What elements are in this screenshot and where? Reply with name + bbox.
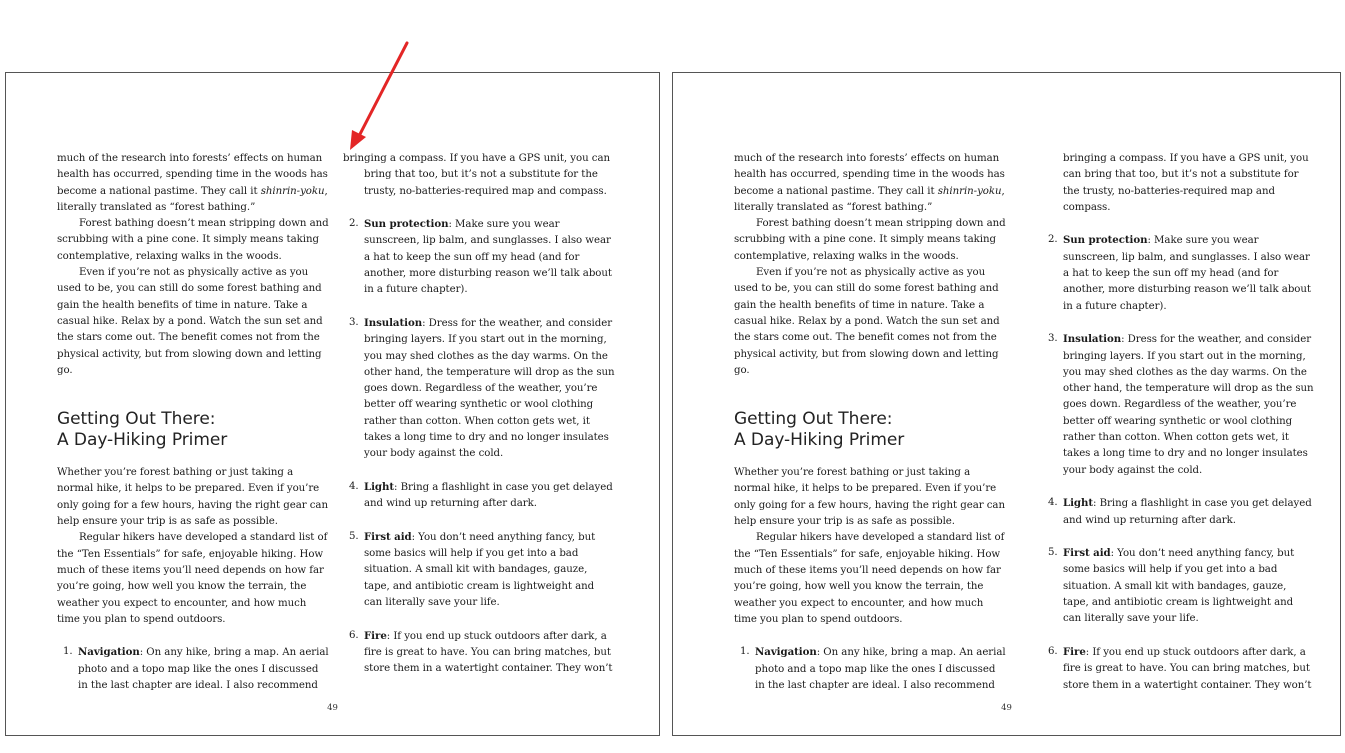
paragraph: Whether you’re forest bathing or just taking a normal hike, it helps to be prepared. Even if you’re only going for a few hours, having the right gear can help ensure your trip is as safe as possible. [57,467,328,528]
paragraph: Forest bathing doesn’t mean stripping down and scrubbing with a pine cone. It simply means taking contemplative, relaxing walks in the woods. [734,218,1006,262]
paragraph: Regular hikers have developed a standard list of the “Ten Essentials” for safe, enjoyable hiking. How much of these items you’ll need depends on how far you’re going, how well you know the terrain, the weather you expect to encounter, and how much time you plan to spend outdoors. [57,532,328,625]
list-item: 5. First aid: You don’t need anything fancy, but some basics will help if you get into a bad situation. A small kit with bandages, gauze, tape, and antibiotic cream is lightweight and can literally save your life. [349,530,596,609]
paragraph: much of the research into forests’ effects on human health has occurred, spending time in the woods has become a national pastime. They call it shinrin-yoku, literally translated as “forest bathing.” [57,153,328,213]
essentials-list [734,644,1006,694]
paragraph: bringing a compass. If you have a GPS unit, you can bring that too, but it’s not a substitute for the trusty, no-batteries-required map and compass. [343,153,610,197]
essentials-list [1042,232,1314,693]
paragraph: bringing a compass. If you have a GPS unit, you can bring that too, but it’s not a substitute for the trusty, no-batteries-required map and compass. [1063,153,1309,213]
list-item: 6. Fire: If you end up stuck outdoors after dark, a fire is great to have. You can bring matches, but store them in a watertight container. They won’t [349,629,613,675]
paragraph: Even if you’re not as physically active as you used to be, you can still do some forest bathing and gain the health benefits of time in nature. Take a casual hike. Relax by a pond. Watch the sun set and the stars come out. The benefit comes not from the physical activity, but from slowing down and letting go. [57,267,323,376]
essentials-list [343,216,615,677]
list-item: 3. Insulation: Dress for the weather, and consider bringing layers. If you start out in the morning, you may shed clothes as the day warms. On the other hand, the temperature will drop as the sun goes down. Regardless of the weather, you’re better off wearing synthetic or wool clothing rather than cotton. When cotton gets wet, it takes a long time to dry and no longer insulates your body against the cold. [349,316,615,460]
paragraph: Whether you’re forest bathing or just taking a normal hike, it helps to be prepared. Even if you’re only going for a few hours, having the right gear can help ensure your trip is as safe as possible. [734,467,1005,528]
list-item: 4. Light: Bring a flashlight in case you get delayed and wind up returning after dark. [1048,497,1312,526]
page-right [672,72,1341,736]
list-item: 2. Sun protection: Make sure you wear sunscreen, lip balm, and sunglasses. I also wear a hat to keep the sun off my head (and for another, more disturbing reason we’ll talk about in a future chapter). [1048,234,1311,312]
page-number: 49 [1001,703,1012,713]
list-item: 1. Navigation: On any hike, bring a map. An aerial photo and a topo map like the ones I discussed in the last chapter are ideal. I also recommend [740,646,1006,692]
emphasis-term: shinrin-yoku [937,185,1002,197]
section-heading: Getting Out There: A Day-Hiking Primer [734,409,905,451]
page-number: 49 [327,703,338,713]
list-item: 4. Light: Bring a flashlight in case you get delayed and wind up returning after dark. [349,480,613,510]
list-item: 3. Insulation: Dress for the weather, and consider bringing layers. If you start out in the morning, you may shed clothes as the day warms. On the other hand, the temperature will drop as the sun goes down. Regardless of the weather, you’re better off wearing synthetic or wool clothing rather than cotton. When cotton gets wet, it takes a long time to dry and no longer insulates your body against the cold. [1048,333,1314,476]
emphasis-term: shinrin-yoku [260,185,325,197]
list-item: 1. Navigation: On any hike, bring a map. An aerial photo and a topo map like the ones I discussed in the last chapter are ideal. I also recommend [63,646,329,692]
list-item: 6. Fire: If you end up stuck outdoors after dark, a fire is great to have. You can bring matches, but store them in a watertight container. They won’t [1048,645,1312,691]
paragraph: Forest bathing doesn’t mean stripping down and scrubbing with a pine cone. It simply means taking contemplative, relaxing walks in the woods. [57,218,329,262]
left-column [734,151,1006,694]
left-column [57,151,329,694]
paragraph: Regular hikers have developed a standard list of the “Ten Essentials” for safe, enjoyable hiking. How much of these items you’ll need depends on how far you’re going, how well you know the terrain, the weather you expect to encounter, and how much time you plan to spend outdoors. [734,532,1005,625]
right-column [1042,151,1314,710]
list-item: 2. Sun protection: Make sure you wear sunscreen, lip balm, and sunglasses. I also wear a hat to keep the sun off my head (and for another, more disturbing reason we’ll talk about in a future chapter). [349,218,612,296]
paragraph: Even if you’re not as physically active as you used to be, you can still do some forest bathing and gain the health benefits of time in nature. Take a casual hike. Relax by a pond. Watch the sun set and the stars come out. The benefit comes not from the physical activity, but from slowing down and letting go. [734,267,1000,376]
section-heading: Getting Out There: A Day-Hiking Primer [57,409,228,451]
list-item: 5. First aid: You don’t need anything fancy, but some basics will help if you get into a bad situation. A small kit with bandages, gauze, tape, and antibiotic cream is lightweight and can literally save your life. [1048,547,1295,625]
right-column [343,151,615,694]
paragraph: much of the research into forests’ effects on human health has occurred, spending time in the woods has become a national pastime. They call it shinrin-yoku, literally translated as “forest bathing.” [734,153,1005,213]
page-left [5,72,660,736]
essentials-list [57,644,329,694]
